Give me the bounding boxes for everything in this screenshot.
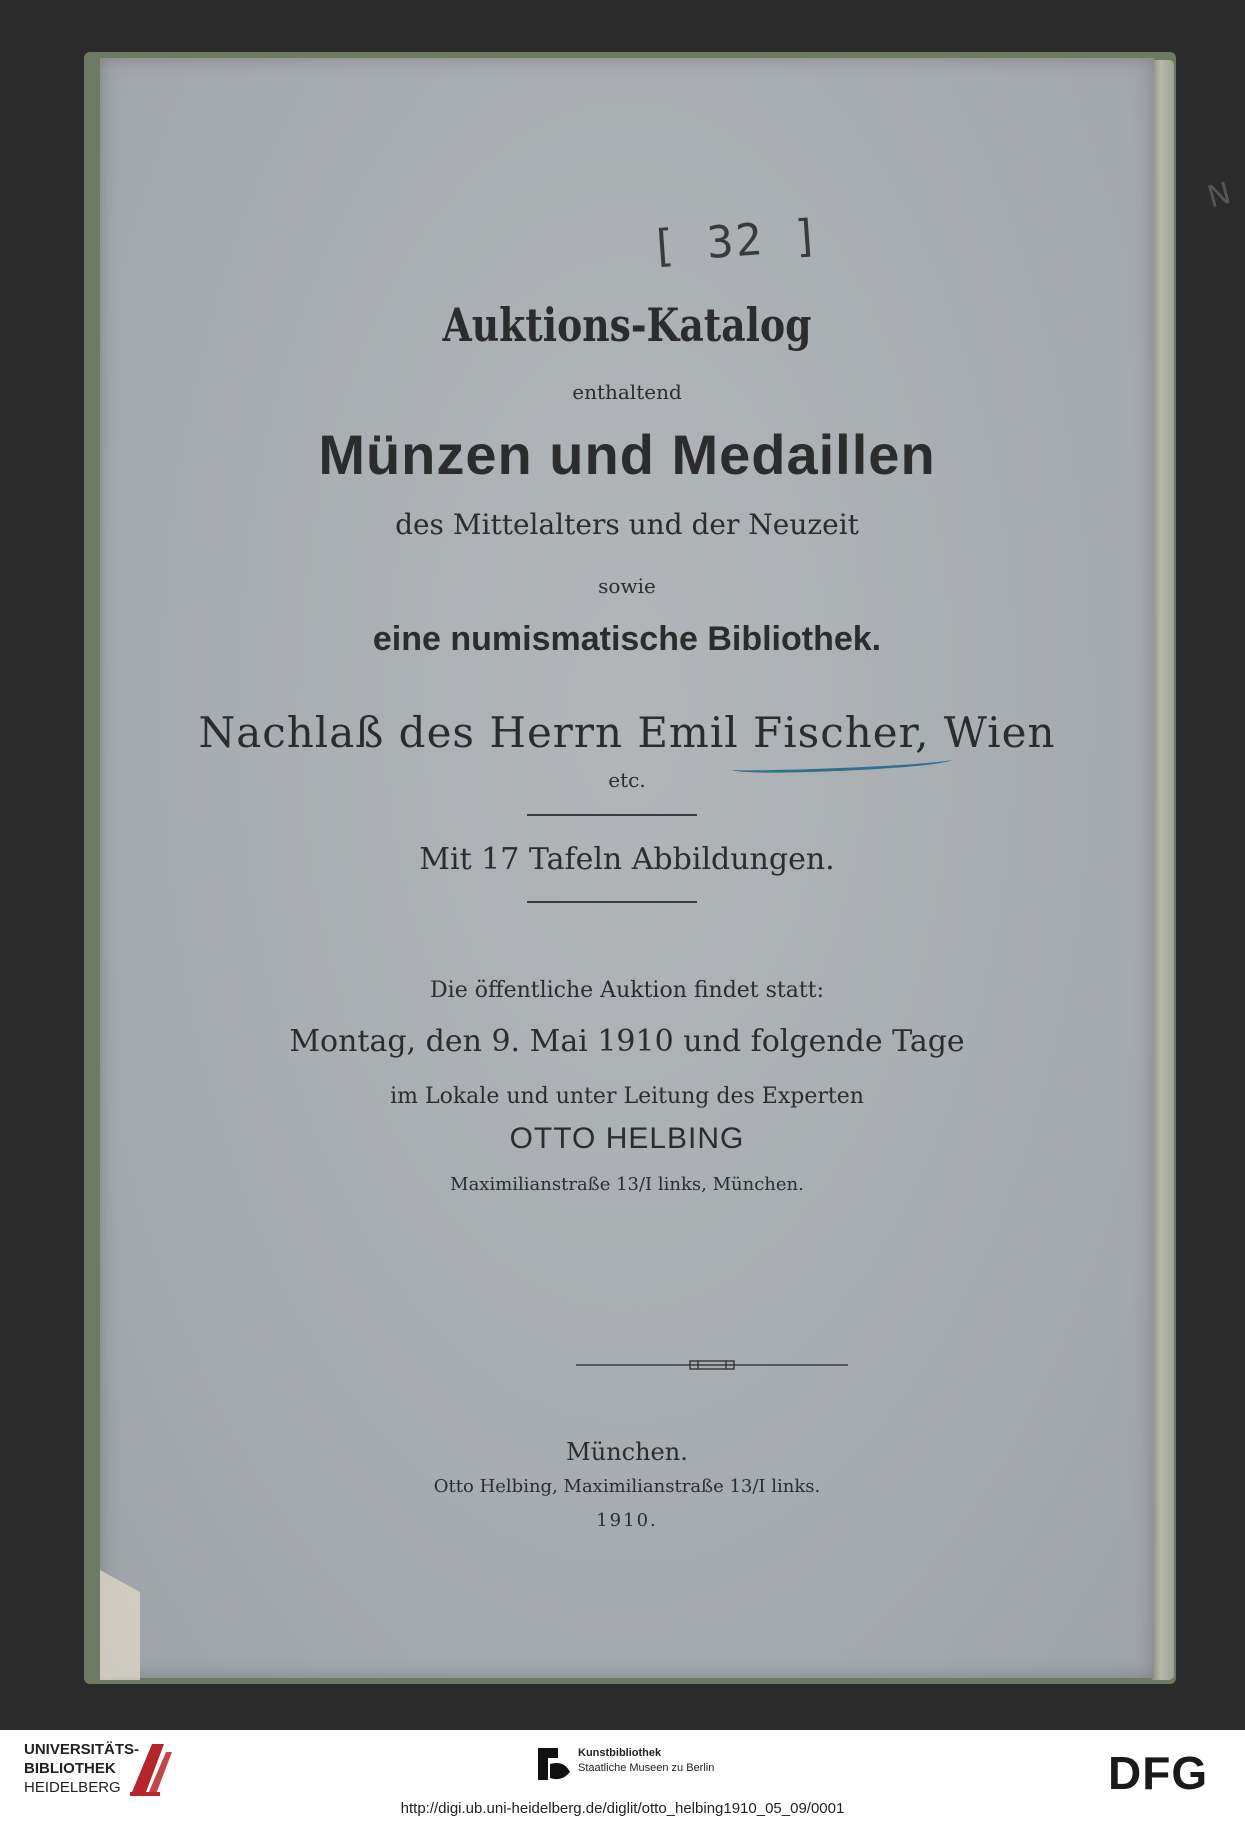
auction-intro: Die öffentliche Auktion findet statt: bbox=[430, 978, 824, 1003]
permalink-url[interactable]: http://digi.ub.uni-heidelberg.de/diglit/otto_helbing1910_05_09/0001 bbox=[400, 1800, 845, 1817]
auction-place: im Lokale und unter Leitung des Experten bbox=[390, 1084, 864, 1109]
dfg-logo[interactable]: DFG bbox=[1108, 1747, 1209, 1799]
ub-line3: HEIDELBERG bbox=[24, 1779, 121, 1796]
ornament-rule bbox=[576, 1358, 848, 1372]
auction-date: Montag, den 9. Mai 1910 und folgende Tage bbox=[289, 1024, 965, 1059]
line-sowie: sowie bbox=[598, 574, 656, 598]
ub-line1: UNIVERSITÄTS- bbox=[24, 1741, 140, 1758]
page-edges bbox=[1152, 60, 1174, 1680]
kunstbibliothek-logo-icon[interactable] bbox=[534, 1744, 574, 1784]
kunstbibliothek-text bbox=[578, 1746, 714, 1776]
heading-muenzen: Münzen und Medaillen bbox=[318, 423, 936, 486]
expert-name: OTTO HELBING bbox=[509, 1122, 745, 1155]
divider-bottom bbox=[527, 901, 697, 903]
estate-line: Nachlaß des Herrn Emil Fischer, Wien bbox=[198, 708, 1056, 757]
line-period: des Mittelalters und der Neuzeit bbox=[395, 508, 859, 541]
kb-line1: Kunstbibliothek bbox=[578, 1747, 662, 1759]
handwritten-callnumber: [ 32 ] bbox=[648, 210, 823, 273]
imprint-publisher: Otto Helbing, Maximilianstraße 13/I links. bbox=[433, 1476, 821, 1497]
catalog-cover bbox=[100, 58, 1235, 1678]
line-etc: etc. bbox=[608, 768, 646, 792]
ub-heidelberg-logo-text[interactable] bbox=[24, 1740, 139, 1797]
heading-library: eine numismatische Bibliothek. bbox=[372, 620, 882, 658]
line-enthaltend: enthaltend bbox=[572, 380, 682, 404]
kb-line2: Staatliche Museen zu Berlin bbox=[578, 1762, 715, 1774]
imprint-city: München. bbox=[566, 1438, 688, 1466]
expert-address: Maximilianstraße 13/I links, München. bbox=[450, 1174, 804, 1195]
handwritten-corner-mark: N bbox=[1203, 175, 1235, 216]
divider-top bbox=[527, 814, 697, 816]
plates-line: Mit 17 Tafeln Abbildungen. bbox=[419, 842, 835, 877]
ub-heidelberg-emblem-icon bbox=[126, 1738, 174, 1800]
catalog-title: Auktions-Katalog bbox=[442, 298, 812, 352]
imprint-year: 1910. bbox=[596, 1510, 658, 1531]
ub-line2: BIBLIOTHEK bbox=[24, 1760, 116, 1777]
viewer-footer bbox=[0, 1730, 1245, 1821]
